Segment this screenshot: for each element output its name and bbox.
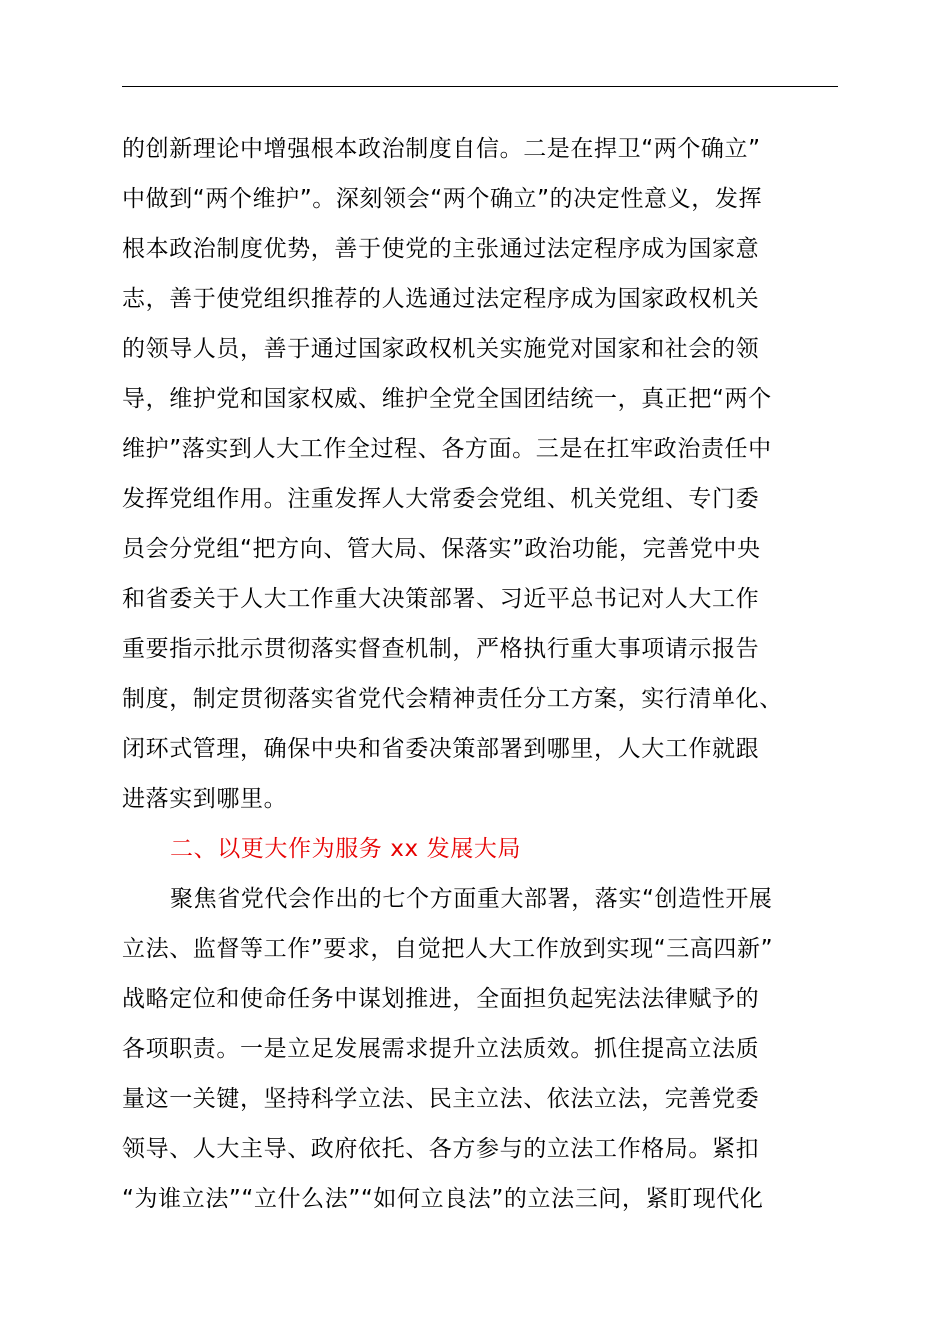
paragraph-line: 志，善于使党组织推荐的人选通过法定程序成为国家政权机关 <box>122 286 760 312</box>
paragraph-line: 发挥党组作用。注重发挥人大常委会党组、机关党组、专门委 <box>122 486 760 512</box>
paragraph-1 <box>122 124 842 824</box>
paragraph-line: 立法、监督等工作”要求，自觉把人大工作放到实现“三高四新” <box>122 936 774 962</box>
paragraph-line: 员会分党组“把方向、管大局、保落实”政治功能，完善党中央 <box>122 536 761 562</box>
paragraph-line: 制度，制定贯彻落实省党代会精神责任分工方案，实行清单化、 <box>122 686 783 712</box>
paragraph-line: 的领导人员，善于通过国家政权机关实施党对国家和社会的领 <box>122 336 760 362</box>
paragraph-line: 重要指示批示贯彻落实督查机制，严格执行重大事项请示报告 <box>122 636 760 662</box>
paragraph-line: 导，维护党和国家权威、维护全党全国团结统一，真正把“两个 <box>122 386 772 412</box>
document-body <box>122 124 842 1224</box>
paragraph-line: 量这一关键，坚持科学立法、民主立法、依法立法，完善党委 <box>122 1086 760 1112</box>
paragraph-line: 的创新理论中增强根本政治制度自信。二是在捍卫“两个确立” <box>122 136 761 162</box>
paragraph-line: 根本政治制度优势，善于使党的主张通过法定程序成为国家意 <box>122 236 760 262</box>
header-rule <box>122 86 838 87</box>
section-heading: 二、以更大作为服务 xx 发展大局 <box>170 836 522 862</box>
paragraph-2 <box>122 874 842 1224</box>
paragraph-line: 闭环式管理，确保中央和省委决策部署到哪里，人大工作就跟 <box>122 736 760 762</box>
paragraph-line: 领导、人大主导、政府依托、各方参与的立法工作格局。紧扣 <box>122 1136 760 1162</box>
paragraph-line: 和省委关于人大工作重大决策部署、习近平总书记对人大工作 <box>122 586 760 612</box>
paragraph-line: 各项职责。一是立足发展需求提升立法质效。抓住提高立法质 <box>122 1036 760 1062</box>
paragraph-line: 中做到“两个维护”。深刻领会“两个确立”的决定性意义，发挥 <box>122 186 763 212</box>
paragraph-line: 维护”落实到人大工作全过程、各方面。三是在扛牢政治责任中 <box>122 436 772 462</box>
paragraph-line: 进落实到哪里。 <box>122 786 288 812</box>
paragraph-line: 战略定位和使命任务中谋划推进，全面担负起宪法法律赋予的 <box>122 986 760 1012</box>
paragraph-line: “为谁立法”“立什么法”“如何立良法”的立法三问，紧盯现代化 <box>122 1186 764 1212</box>
paragraph-line: 聚焦省党代会作出的七个方面重大部署，落实“创造性开展 <box>170 886 773 912</box>
